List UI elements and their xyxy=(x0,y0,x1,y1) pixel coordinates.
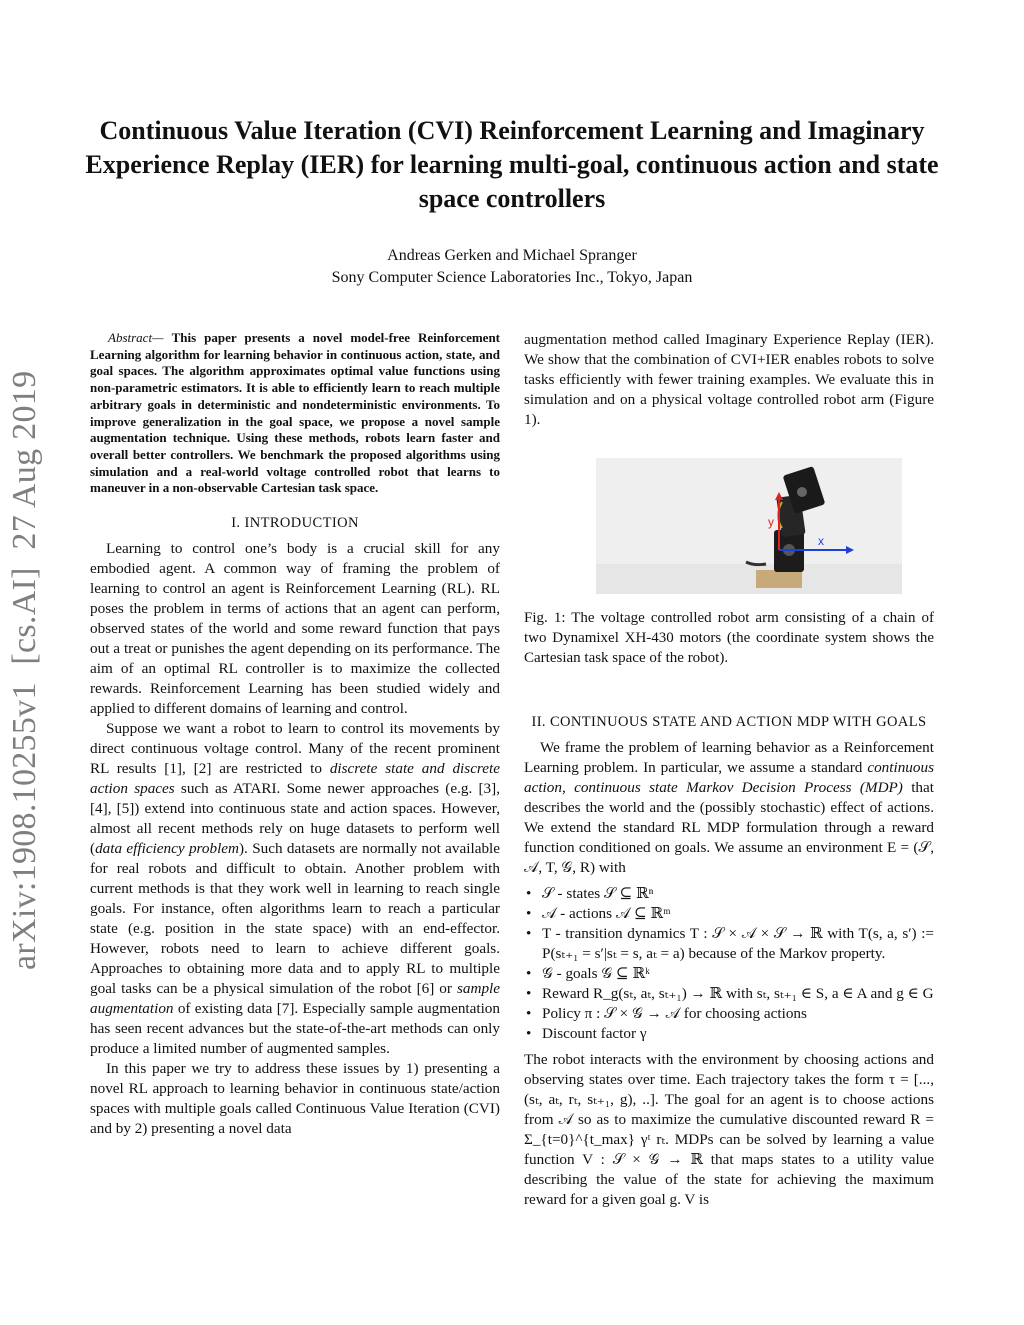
x-axis-label: x xyxy=(818,534,824,548)
mdp-paragraph-1 xyxy=(524,738,934,878)
list-item: • T - transition dynamics T : 𝒮 × 𝒜 × 𝒮 → ℝ with T(s, a, s′) := P(sₜ₊₁ = s′|sₜ = s, aₜ = a) because of the Markov property. xyxy=(524,924,934,964)
robot-arm-photo xyxy=(596,458,902,594)
wooden-base xyxy=(756,570,802,588)
intro-continuation: augmentation method called Imaginary Experience Replay (IER). We show that the combination of CVI+IER enables robots to solve tasks efficiently with fewer training examples. We evaluate this in simulation and on a physical voltage controlled robot arm (Figure 1). xyxy=(524,331,934,428)
intro-p2-emphasis-3: sample augmentation xyxy=(90,980,500,1018)
abstract-text: This paper presents a novel model-free Reinforcement Learning algorithm for learning behavior in continuous action, state, and goal spaces. The algorithm approximates optimal value functions using non-parametric estimators. It is able to efficiently learn to reach multiple arbitrary goals in deterministic and nondeterministic environments. To improve generalization in the goal space, we propose a novel sample augmentation technique. Using these methods, robots learn faster and overall better controllers. We benchmark the proposed algorithms using simulation and a real-world voltage controlled robot that learns to maneuver in a non-observable Cartesian task space. xyxy=(90,330,501,496)
abstract xyxy=(90,330,500,497)
intro-p2-emphasis-2: data efficiency problem xyxy=(95,840,239,858)
list-item: • 𝒢 - goals 𝒢 ⊆ ℝᵏ xyxy=(524,964,934,984)
photo-table-surface xyxy=(596,564,902,594)
authors: Andreas Gerken and Michael Spranger xyxy=(387,247,637,264)
abstract-lead: Abstract— xyxy=(108,330,164,345)
right-column xyxy=(524,330,934,1210)
intro-paragraph-3: In this paper we try to address these issues by 1) presenting a novel RL approach to learning behavior in continuous state/action spaces with multiple goals called Continuous Value Iteration (CVI) and by 2) presenting a novel data xyxy=(90,1060,500,1138)
intro-p2-text-b: such as ATARI. Some newer approaches (e.g. [3], [4], [5]) extend into continuous state and action spaces. However, almost all recent methods rely on huge datasets to perform well ( xyxy=(90,780,500,858)
affiliation: Sony Computer Science Laboratories Inc., Tokyo, Japan xyxy=(331,269,693,286)
mdp-p1-text-a: We frame the problem of learning behavior as a Reinforcement Learning problem. In particular, we assume a standard xyxy=(524,739,934,776)
mdp-p1-emphasis: continuous action, continuous state Markov Decision Process (MDP) xyxy=(524,759,934,796)
y-axis-label: y xyxy=(768,515,774,529)
section-2 xyxy=(524,712,934,1210)
intro-p2-emphasis-1: discrete state and discrete action spaces xyxy=(90,760,500,798)
list-item: • 𝒮 - states 𝒮 ⊆ ℝⁿ xyxy=(524,884,934,904)
list-item: • 𝒜 - actions 𝒜 ⊆ ℝᵐ xyxy=(524,904,934,924)
section-heading-mdp: II. CONTINUOUS STATE AND ACTION MDP WITH GOALS xyxy=(531,714,927,730)
arxiv-identifier: arXiv:1908.10255v1 [cs.AI] 27 Aug 2019 xyxy=(6,370,43,970)
figure-caption: Fig. 1: The voltage controlled robot arm consisting of a chain of two Dynamixel XH-430 motors (the coordinate system shows the Cartesian task space of the robot). xyxy=(524,610,934,666)
intro-paragraph-1: Learning to control one’s body is a crucial skill for any embodied agent. A common way of framing the problem of learning to control an agent is Reinforcement Learning (RL). RL poses the problem in terms of actions that an agent can perform, observed states of the world and some reward function that pays out a treat or punishes the agent depending on its performance. The aim of an optimal RL controller is to maximize the collected rewards. Reinforcement Learning has been studied widely and applied to different domains of learning and control. xyxy=(90,540,500,718)
intro-paragraph-2 xyxy=(90,719,500,1059)
list-item: • Policy π : 𝒮 × 𝒢 → 𝒜 for choosing actions xyxy=(524,1004,934,1024)
mdp-p1-text-b: that describes the world and the (possibly stochastic) effect of actions. We extend the standard RL MDP formulation through a reward function conditioned on goals. We assume an environment E = (𝒮, 𝒜, T, 𝒢, R) with xyxy=(524,779,934,876)
upper-motor-horn xyxy=(797,487,807,497)
intro-p2-text-a: Suppose we want a robot to learn to control its movements by direct continuous voltage control. Many of the recent prominent RL results [1], [2] are restricted to xyxy=(90,720,500,778)
section-heading-introduction: I. INTRODUCTION xyxy=(231,515,359,532)
intro-p2-text-c: ). Such datasets are normally not available for real robots and difficult to obtain. Another problem with current methods is that they work well in learning to reach single goals. For instance, often algorithms learn to reach a particular state (e.g. position in the state space) with an end-effector. However, robots need to learn to achieve different goals. Approaches to obtaining more data and to apply RL to multiple goal tasks can be a physical simulation of the robot [6] or xyxy=(90,840,500,998)
paper-title: Continuous Value Iteration (CVI) Reinforcement Learning and Imaginary Experience Replay (IER) for learning multi-goal, continuous action and state space controllers xyxy=(85,116,939,213)
left-column xyxy=(90,330,500,1139)
intro-p2-text-d: of existing data [7]. Especially sample augmentation has seen recent advances but the state-of-the-art methods can only produce a limited number of augmented samples. xyxy=(90,1000,500,1058)
list-item: • Discount factor γ xyxy=(524,1024,934,1044)
list-item: • Reward R_g(sₜ, aₜ, sₜ₊₁) → ℝ with sₜ, sₜ₊₁ ∈ S, a ∈ A and g ∈ G xyxy=(524,984,934,1004)
mdp-paragraph-2: The robot interacts with the environment by choosing actions and observing states over time. Each trajectory takes the form τ = [..., (sₜ, aₜ, rₜ, sₜ₊₁, g), ..]. The goal for an agent is to choose actions from 𝒜 so as to maximize the cumulative discounted reward R = Σ_{t=0}^{t_max} γᵗ rₜ. MDPs can be solved by learning a value function V : 𝒮 × 𝒢 → ℝ that maps states to a utility value describing the value of the state for achieving the maximum reward for a given goal g. V is xyxy=(524,1051,934,1208)
robot-arm-figure xyxy=(596,458,902,594)
author-block xyxy=(80,245,944,289)
environment-components-list xyxy=(524,884,934,1044)
